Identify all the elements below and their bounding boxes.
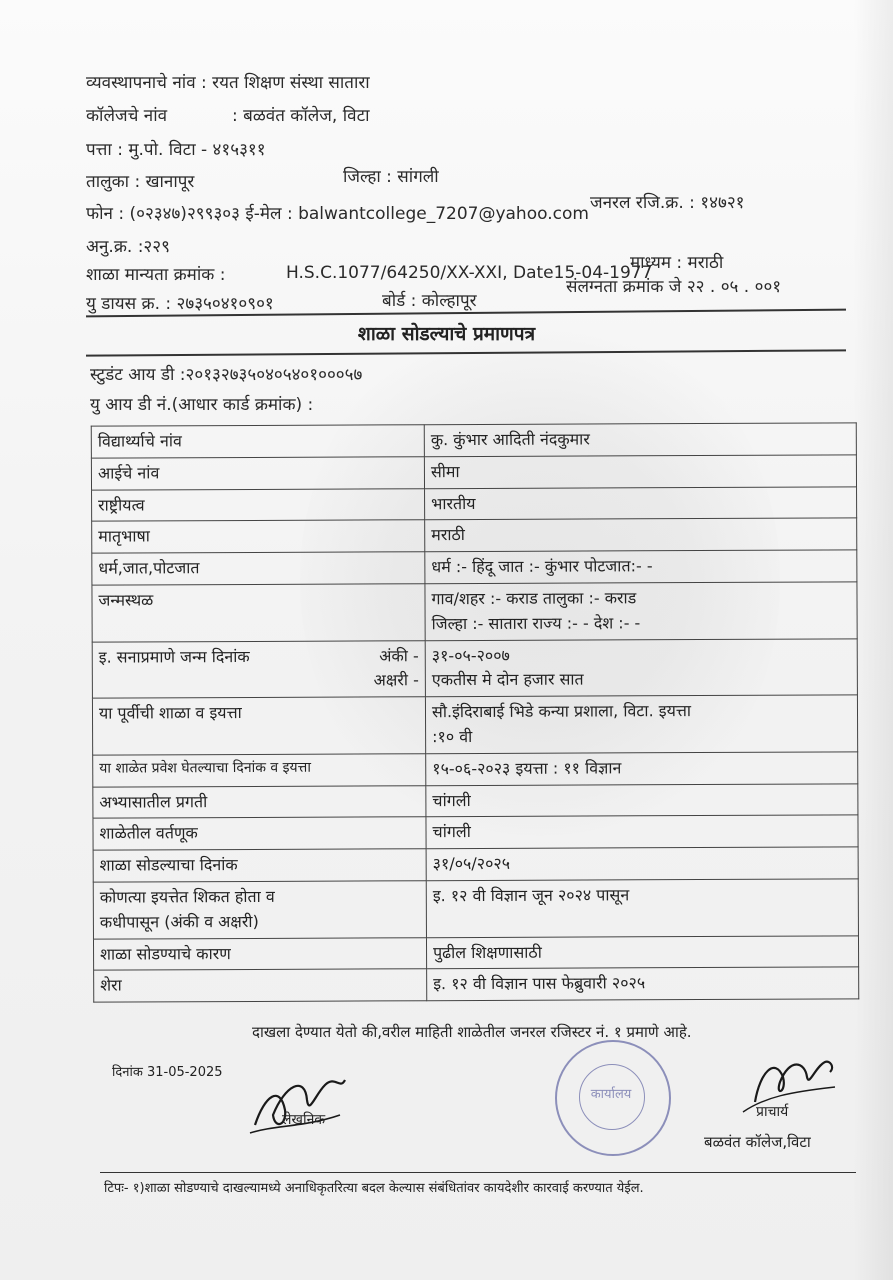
row-label: मातृभाषा <box>92 520 425 553</box>
principal-label: प्राचार्य <box>756 1104 789 1120</box>
row-value: ३१/०५/२०२५ <box>426 847 858 881</box>
row-value <box>425 638 857 696</box>
table-row <box>92 550 857 585</box>
row-value: सीमा <box>424 455 856 489</box>
principal-signature <box>735 1042 845 1122</box>
office-stamp <box>555 1040 671 1156</box>
recognition-value: H.S.C.1077/64250/XX-XXI, Date15-04-1977 <box>286 263 653 283</box>
row-label-line1: कोणत्या इयत्तेत शिकत होता व <box>99 886 275 907</box>
table-row <box>92 518 857 553</box>
principal-college: बळवंत कॉलेज,विटा <box>704 1133 811 1151</box>
row-label: राष्ट्रीयत्व <box>92 488 425 521</box>
table-row <box>93 879 858 939</box>
row-label-line2: कधीपासून (अंकी व अक्षरी) <box>99 911 259 932</box>
row-label: अभ्यासातील प्रगती <box>93 785 426 818</box>
phone-email: फोन : (०२३४७)२९९३०३ ई-मेल : balwantcollege_7207@yahoo.com <box>86 204 589 224</box>
taluka: तालुका : खानापूर <box>86 172 195 192</box>
recognition-label: शाळा मान्यता क्रमांक : <box>86 265 226 285</box>
row-label: आईचे नांव <box>91 457 424 490</box>
row-label-numeric: अंकी - <box>379 645 419 665</box>
address: पत्ता : मु.पो. विटा - ४१५३११ <box>86 140 266 160</box>
table-row <box>93 847 858 882</box>
table-row <box>91 423 856 458</box>
table-row <box>93 815 858 850</box>
row-value: मराठी <box>425 518 857 552</box>
affiliation-number: संलग्नता क्रमांक जे २२ . ०५ . ००१ <box>566 277 782 297</box>
row-value: चांगली <box>426 783 858 817</box>
table-row <box>93 935 858 970</box>
row-value-line2: एकतीस मे दोन हजार सात <box>431 669 584 690</box>
row-label-words: अक्षरी - <box>373 670 419 690</box>
stamp-text: कार्यालय <box>590 1087 632 1102</box>
row-value-line1: गाव/शहर :- कराड तालुका :- कराड <box>431 588 637 609</box>
row-label-main: इ. सनाप्रमाणे जन्म दिनांक <box>98 646 250 667</box>
row-value: इ. १२ वी विज्ञान पास फेब्रुवारी २०२५ <box>427 967 859 1001</box>
serial-number: अनु.क्र. :२२९ <box>86 237 170 257</box>
management-name: व्यवस्थापनाचे नांव : रयत शिक्षण संस्था सातारा <box>86 73 370 93</box>
student-id: स्टुडंट आय डी :२०१३२७३५०४०५४०१०००५७ <box>90 365 363 385</box>
udise-number: यु डायस क्र. : २७३५०४१०९०१ <box>86 294 274 314</box>
row-label: धर्म,जात,पोटजात <box>92 552 425 585</box>
district: जिल्हा : सांगली <box>343 167 439 187</box>
medium: माध्यम : मराठी <box>630 253 724 273</box>
row-value <box>425 695 857 753</box>
certify-statement: दाखला देण्यात येतो की,वरील माहिती शाळेतील जनरल रजिस्टर नं. १ प्रमाणे आहे. <box>252 1023 692 1041</box>
clerk-label: लेखनिक <box>282 1112 326 1128</box>
row-label: शाळेतील वर्तणूक <box>93 817 426 850</box>
row-label: जन्मस्थळ <box>92 584 425 642</box>
table-row <box>94 967 859 1002</box>
row-label: शाळा सोडल्याचा दिनांक <box>93 849 426 882</box>
board: बोर्ड : कोल्हापूर <box>382 291 477 311</box>
row-label: विद्यार्थ्याचे नांव <box>91 425 424 458</box>
row-label: या पूर्वीची शाळा व इयत्ता <box>92 697 425 755</box>
uid-aadhaar: यु आय डी नं.(आधार कार्ड क्रमांक) : <box>90 395 314 415</box>
general-register: जनरल रजि.क्र. : १४७२१ <box>590 193 745 213</box>
row-value: चांगली <box>426 815 858 849</box>
row-label <box>93 881 426 939</box>
row-value: इ. १२ वी विज्ञान जून २०२४ पासून <box>426 879 858 937</box>
issue-date: दिनांक 31-05-2025 <box>112 1065 223 1080</box>
row-label <box>92 640 425 698</box>
row-label: या शाळेत प्रवेश घेतल्याचा दिनांक व इयत्ता <box>93 753 426 786</box>
table-row <box>92 486 857 521</box>
row-value: पुढील शिक्षणासाठी <box>426 935 858 969</box>
row-value: भारतीय <box>425 486 857 520</box>
college-label: कॉलेजचे नांव <box>86 106 168 126</box>
row-value-line1: ३१-०५-२००७ <box>431 645 510 665</box>
row-value <box>425 582 857 640</box>
table-row <box>92 638 857 698</box>
row-value: धर्म :- हिंदू जात :- कुंभार पोटजात:- - <box>425 550 857 584</box>
table-row <box>92 582 857 642</box>
table-row <box>91 455 856 490</box>
row-value-line1: सौ.इंदिराबाई भिडे कन्या प्रशाला, विटा. इयत्ता <box>431 701 692 722</box>
table-row <box>93 783 858 818</box>
certificate-title: शाळा सोडल्याचे प्रमाणपत्र <box>357 323 536 345</box>
row-label: शेरा <box>94 969 427 1002</box>
college-value: : बळवंत कॉलेज, विटा <box>232 106 370 126</box>
note-divider <box>100 1172 856 1173</box>
table-row <box>93 752 858 787</box>
row-value: कु. कुंभार आदिती नंदकुमार <box>424 423 856 457</box>
table-row <box>92 695 857 755</box>
row-value: १५-०६-२०२३ इयत्ता : ११ विज्ञान <box>426 752 858 786</box>
certificate-table <box>91 422 860 1002</box>
row-value-line2: जिल्हा :- सातारा राज्य :- - देश :- - <box>431 613 641 633</box>
row-value-line2: :१० वी <box>432 726 473 747</box>
row-label: शाळा सोडण्याचे कारण <box>93 937 426 970</box>
legal-note: टिपः- १)शाळा सोडण्याचे दाखल्यामध्ये अनाधिकृतरित्या बदल केल्यास संबंधितांवर कायदेशीर कारवाई करण्यात येईल. <box>104 1181 644 1196</box>
paper-edge-shadow <box>853 0 893 1280</box>
